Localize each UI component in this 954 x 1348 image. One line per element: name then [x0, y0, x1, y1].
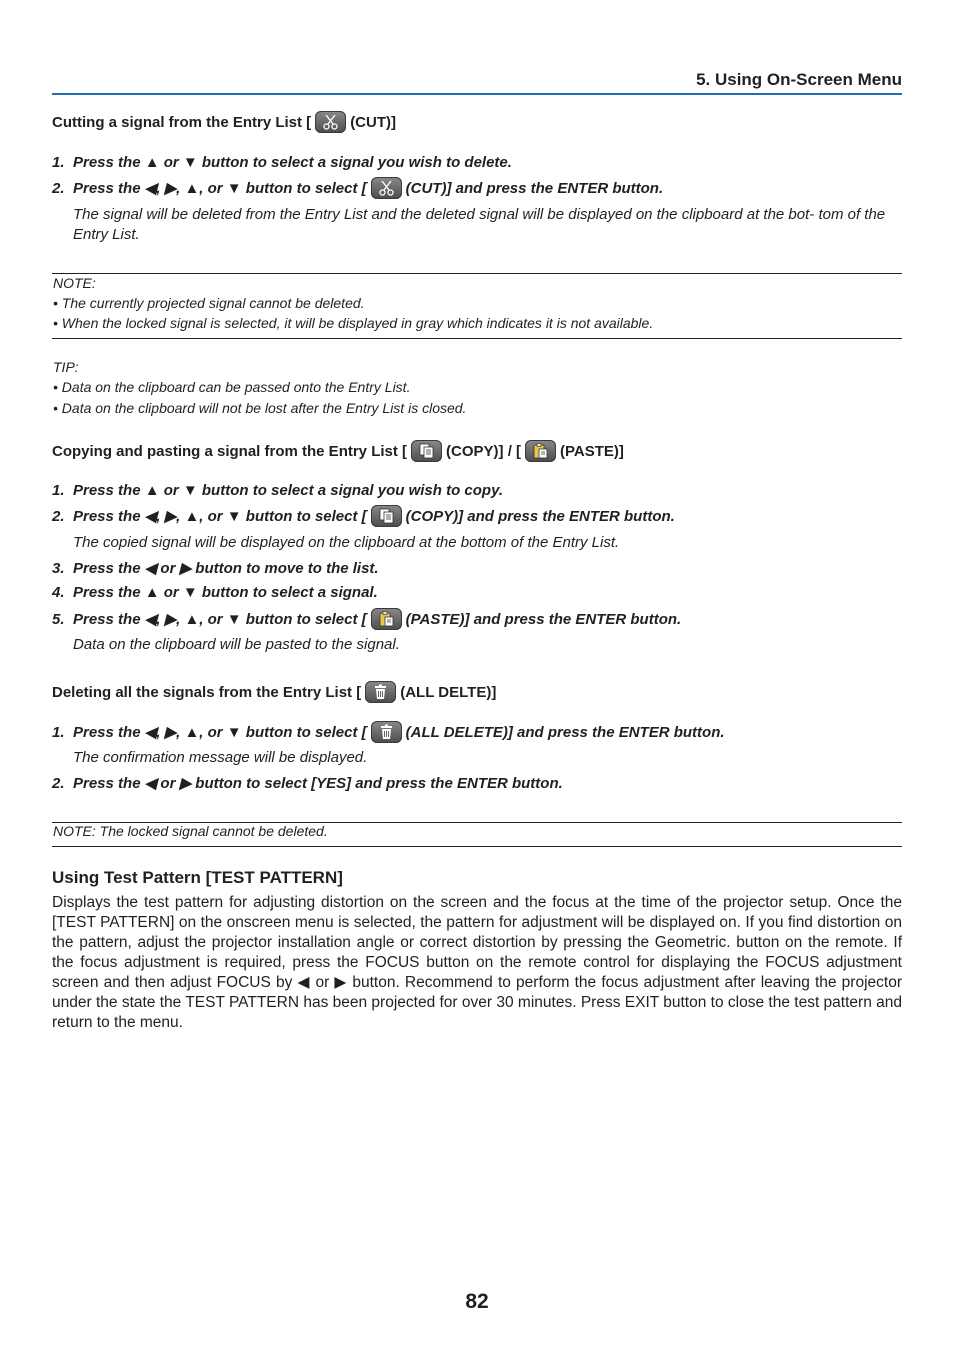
note-item: • The currently projected signal cannot be deleted.: [53, 295, 365, 311]
delete-note: NOTE: The locked signal cannot be deleted.: [53, 823, 328, 839]
copy-heading-text: Copying and pasting a signal from the Entry List [: [52, 442, 408, 460]
step-number: 1.: [52, 482, 65, 499]
copy-heading: [52, 440, 624, 462]
copy-step-4: [52, 584, 378, 601]
cut-heading: [52, 111, 396, 133]
header-divider: [52, 93, 902, 95]
copy-step-2-detail: The copied signal will be displayed on the clipboard at the bottom of the Entry List.: [73, 534, 620, 551]
cut-step-2-detail: The signal will be deleted from the Entry List and the deleted signal will be displayed on the clipboard at the bot- tom of the Entry List.: [73, 206, 886, 243]
copy-step-2-suffix: (COPY)] and press the ENTER button.: [405, 507, 675, 525]
note-top-rule: [52, 273, 902, 274]
step-number: 1.: [52, 154, 65, 171]
delete-step-1: [52, 721, 725, 743]
delete-step-2: [52, 774, 563, 792]
test-pattern-body: Displays the test pattern for adjusting distortion on the screen and the focus at the time of the projector setup. Once the [TEST PATTERN] on the onscreen menu is selected, the pattern for adjustment will be displayed on. If you find distortion on the pattern, adjust the projector installation angle or correct distortion by pressing the Geometric. button on the remote. If the focus adjustment is required, press the FOCUS button on the remote control for displaying the FOCUS adjustment screen and then adjust FOCUS by ◀ or ▶ button. Recommend to perform the focus adjustment after leaving the projector under the state the TEST PATTERN has been projected for over 30 minutes. Press EXIT button to close the test pattern and return to the menu.: [52, 894, 902, 1031]
step-number: 5.: [52, 610, 65, 628]
step-number: 2.: [52, 179, 65, 197]
cut-step-1: [52, 154, 512, 171]
cut-heading-text: Cutting a signal from the Entry List [: [52, 113, 312, 131]
delete-note-bottom-rule: [52, 846, 902, 847]
copy-step-4-text: Press the ▲ or ▼ button to select a signal.: [73, 584, 378, 601]
step-number: 4.: [52, 584, 65, 601]
copy-step-2-text: Press the ◀, ▶, ▲, or ▼ button to select [: [73, 508, 367, 525]
step-number: 2.: [52, 507, 65, 525]
copy-heading-suffix: (PASTE)]: [560, 442, 624, 460]
step-number: 1.: [52, 723, 65, 741]
cut-step-2-suffix: (CUT)] and press the ENTER button.: [405, 179, 664, 197]
copy-step-3-text: Press the ◀ or ▶ button to move to the list.: [73, 560, 379, 577]
copy-step-1: [52, 482, 503, 499]
delete-heading-suffix: (ALL DELTE)]: [400, 683, 497, 701]
page-number: 82: [465, 1290, 489, 1313]
scissors-icon: [371, 177, 402, 199]
tip-item: • Data on the clipboard will not be lost after the Entry List is closed.: [53, 400, 467, 416]
scissors-icon: [315, 111, 346, 133]
trash-icon: [371, 721, 402, 743]
delete-heading: [52, 681, 496, 703]
running-header: 5. Using On-Screen Menu: [696, 70, 902, 89]
delete-step-1-text: Press the ◀, ▶, ▲, or ▼ button to select [: [73, 724, 367, 741]
tip-label: TIP:: [53, 359, 79, 375]
copy-icon: [411, 440, 442, 462]
cut-step-1-text: Press the ▲ or ▼ button to select a signal you wish to delete.: [73, 154, 512, 171]
trash-icon: [365, 681, 396, 703]
delete-step-1-suffix: (ALL DELETE)] and press the ENTER button.: [405, 723, 725, 741]
copy-step-5: [52, 608, 681, 630]
paste-icon: [371, 608, 402, 630]
test-pattern-heading: Using Test Pattern [TEST PATTERN]: [52, 868, 343, 887]
copy-step-3: [52, 559, 379, 577]
delete-step-2-text: Press the ◀ or ▶ button to select [YES] and press the ENTER button.: [73, 775, 563, 792]
copy-step-2: [52, 505, 675, 527]
copy-step-5-detail: Data on the clipboard will be pasted to the signal.: [73, 636, 400, 653]
delete-heading-text: Deleting all the signals from the Entry List [: [52, 683, 362, 701]
delete-step-1-detail: The confirmation message will be displayed.: [73, 749, 368, 766]
tip-item: • Data on the clipboard can be passed onto the Entry List.: [53, 379, 411, 395]
cut-heading-suffix: (CUT)]: [350, 113, 397, 131]
paste-icon: [525, 440, 556, 462]
copy-step-1-text: Press the ▲ or ▼ button to select a signal you wish to copy.: [73, 482, 504, 499]
cut-step-2-text: Press the ◀, ▶, ▲, or ▼ button to select [: [73, 180, 367, 197]
step-number: 3.: [52, 559, 65, 577]
note-item: • When the locked signal is selected, it will be displayed in gray which indicates it is not available.: [53, 315, 654, 331]
cut-step-2: [52, 177, 663, 199]
copy-icon: [371, 505, 402, 527]
note-label: NOTE:: [53, 275, 96, 291]
note-bottom-rule: [52, 338, 902, 339]
step-number: 2.: [52, 774, 65, 792]
copy-step-5-suffix: (PASTE)] and press the ENTER button.: [405, 610, 682, 628]
copy-heading-mid: (COPY)] / [: [446, 442, 522, 460]
copy-step-5-text: Press the ◀, ▶, ▲, or ▼ button to select [: [73, 611, 367, 628]
